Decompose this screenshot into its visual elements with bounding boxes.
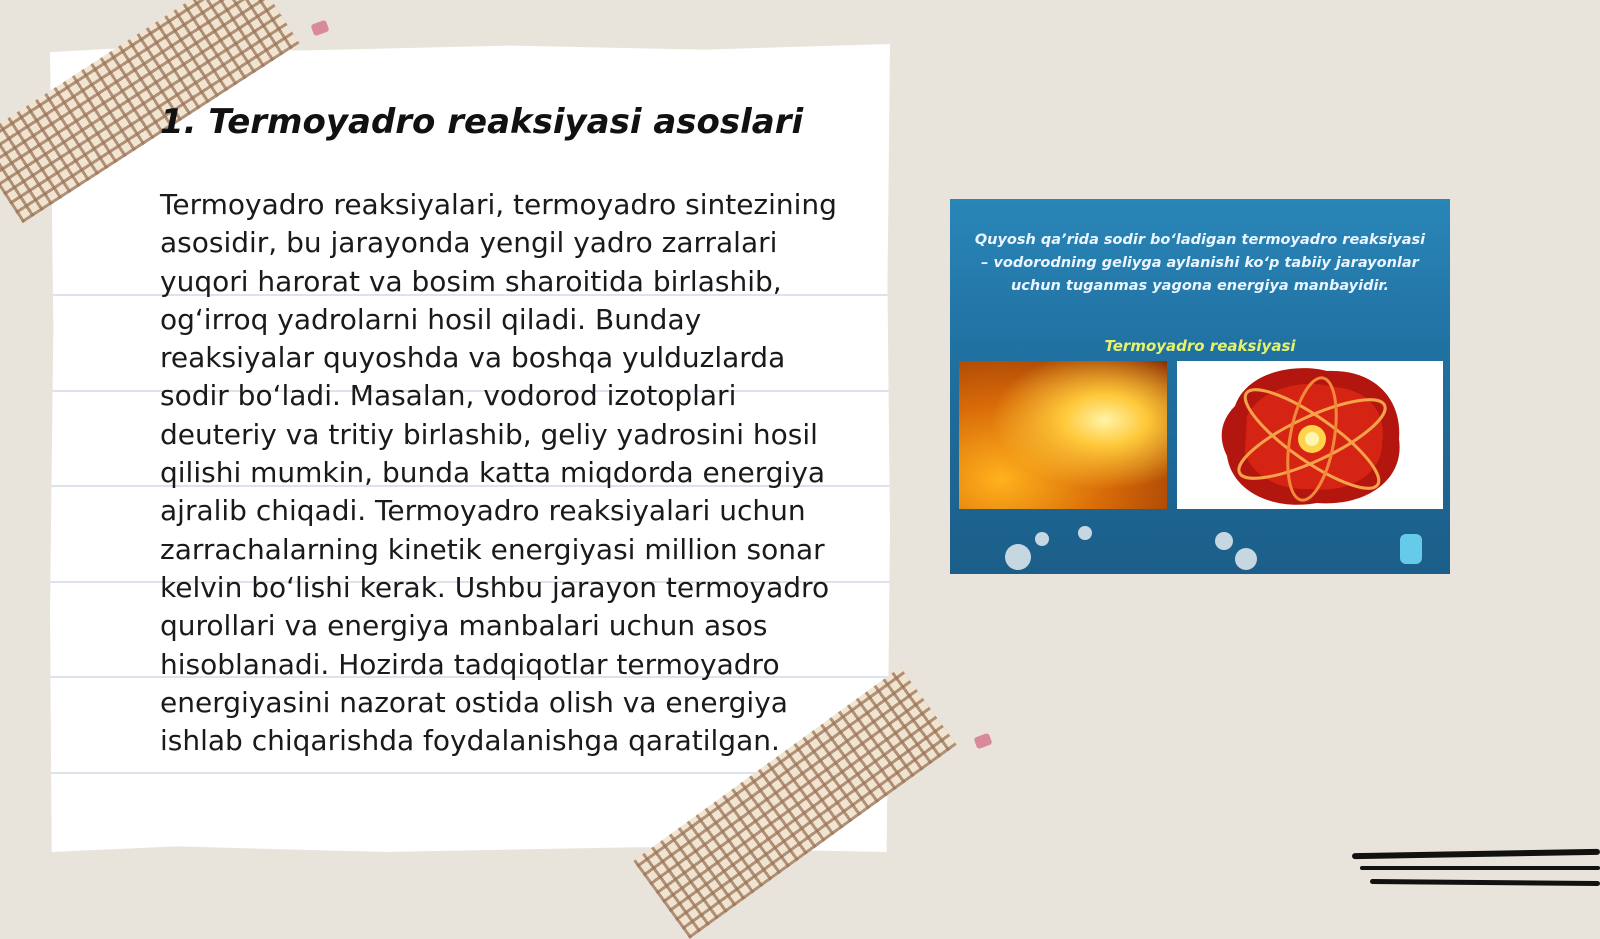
tape-tip-bottom bbox=[973, 733, 992, 750]
slide-title: 1. Termoyadro reaksiyasi asoslari bbox=[160, 102, 804, 142]
figure-caption: Quyosh qaʼrida sodir boʻladigan termoyadro reaksiyasi – vodorodning geliyga aylanishi koʻp tabiiy jarayonlar uchun tuganmas yagona energiya manbayidir. bbox=[974, 232, 1426, 294]
decorative-stroke bbox=[1352, 849, 1600, 859]
decorative-stroke bbox=[1360, 866, 1600, 870]
tape-tip-top bbox=[310, 20, 329, 37]
molecule-decoration bbox=[950, 514, 1450, 574]
fusion-illustration bbox=[950, 199, 1450, 574]
decorative-stroke bbox=[1370, 879, 1600, 886]
atom-icon bbox=[1177, 361, 1443, 509]
sun-icon bbox=[959, 361, 1167, 509]
figure-label: Termoyadro reaksiyasi bbox=[1104, 337, 1296, 355]
slide-body-text: Termoyadro reaksiyalari, termoyadro sintezining asosidir, bu jarayonda yengil yadro zarralari yuqori harorat va bosim sharoitida birlashib, ogʻirroq yadrolarni hosil qiladi. Bunday reaksiyalar quyoshda va boshqa yulduzlarda sodir boʻladi. Masalan, vodorod izotoplari deuteriy va tritiy birlashib, geliy yadrosini hosil qilishi mumkin, bunda katta miqdorda energiya ajralib chiqadi. Termoyadro reaksiyalari uchun zarrachalarning kinetik energiyasi million sonar kelvin boʻlishi kerak. Ushbu jarayon termoyadro qurollari va energiya manbalari uchun asos hisoblanadi. Hozirda tadqiqotlar termoyadro energiyasini nazorat ostida olish va energiya ishlab chiqarishda foydalanishga qaratilgan. bbox=[160, 188, 837, 758]
